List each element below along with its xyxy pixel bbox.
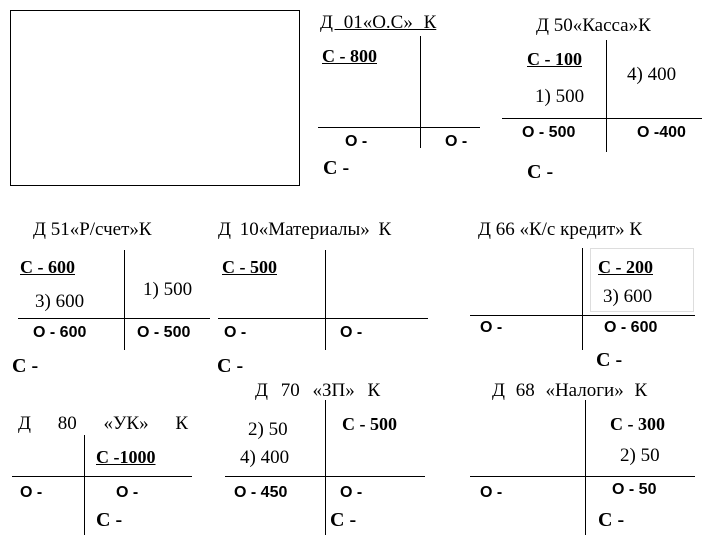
turnover-line — [18, 318, 210, 319]
t-account-vertical — [124, 250, 125, 350]
turnover-debit: О - 600 — [33, 324, 87, 341]
turnover-credit: О - — [116, 484, 139, 501]
t-account-vertical — [84, 435, 85, 535]
account-title: Д 01«О.С» К — [320, 12, 437, 33]
turnover-debit: О - 500 — [522, 124, 576, 141]
account-title: Д 66 «К/с кредит» К — [478, 219, 643, 240]
turnover-credit: О - 600 — [604, 319, 658, 336]
opening-balance: С -1000 — [96, 447, 156, 467]
turnover-line — [318, 127, 480, 128]
opening-balance: С - 300 — [610, 414, 665, 434]
turnover-credit: О - 50 — [612, 481, 657, 498]
opening-balance: С - 500 — [342, 414, 397, 434]
t-account-vertical — [606, 40, 607, 152]
opening-balance: С - 200 — [598, 257, 653, 277]
turnover-line — [502, 118, 702, 119]
turnover-line — [12, 476, 192, 477]
opening-balance: С - 600 — [20, 257, 75, 277]
closing-balance: С - — [527, 161, 554, 183]
turnover-line — [470, 315, 695, 316]
opening-balance: С - 800 — [322, 46, 377, 66]
turnover-line — [225, 476, 425, 477]
t-account-vertical — [420, 36, 421, 148]
credit-entry: 1) 500 — [143, 279, 193, 300]
debit-entry: 4) 400 — [240, 447, 290, 468]
turnover-debit: О - — [480, 319, 503, 336]
closing-balance: С - — [217, 355, 244, 377]
opening-balance: С - 100 — [527, 49, 582, 69]
debit-entry: 3) 600 — [35, 291, 85, 312]
turnover-credit: О - — [340, 324, 363, 341]
closing-balance: С - — [323, 157, 350, 179]
debit-entry: 2) 50 — [248, 419, 288, 440]
closing-balance: С - — [96, 509, 123, 531]
turnover-line — [470, 476, 695, 477]
account-title: Д 50«Касса»К — [536, 15, 651, 36]
credit-entry: 2) 50 — [620, 445, 660, 466]
turnover-credit: О - — [340, 484, 363, 501]
turnover-debit: О - — [480, 484, 503, 501]
turnover-debit: О - 450 — [234, 484, 288, 501]
closing-balance: С - — [596, 349, 623, 371]
account-title: Д 10«Материалы» К — [218, 219, 392, 240]
t-account-vertical — [325, 400, 326, 535]
opening-balance: С - 500 — [222, 257, 277, 277]
t-account-vertical — [582, 248, 583, 350]
turnover-credit: О - 500 — [137, 324, 191, 341]
credit-entry: 3) 600 — [603, 286, 653, 307]
debit-entry: 1) 500 — [535, 86, 585, 107]
closing-balance: С - — [598, 509, 625, 531]
turnover-line — [218, 318, 428, 319]
closing-balance: С - — [12, 355, 39, 377]
closing-balance: С - — [330, 509, 357, 531]
blank-frame — [10, 10, 300, 186]
turnover-debit: О - — [20, 484, 43, 501]
account-title: Д 80 «УК» К — [18, 413, 189, 434]
t-account-vertical — [325, 250, 326, 350]
turnover-debit: О - — [345, 133, 368, 150]
account-title: Д 68 «Налоги» К — [492, 380, 648, 401]
turnover-credit: О -400 — [637, 124, 686, 141]
t-account-vertical — [585, 400, 586, 535]
turnover-credit: О - — [445, 133, 468, 150]
turnover-debit: О - — [224, 324, 247, 341]
credit-entry: 4) 400 — [627, 64, 677, 85]
account-title: Д 70 «ЗП» К — [255, 380, 381, 401]
account-title: Д 51«Р/счет»К — [33, 219, 152, 240]
